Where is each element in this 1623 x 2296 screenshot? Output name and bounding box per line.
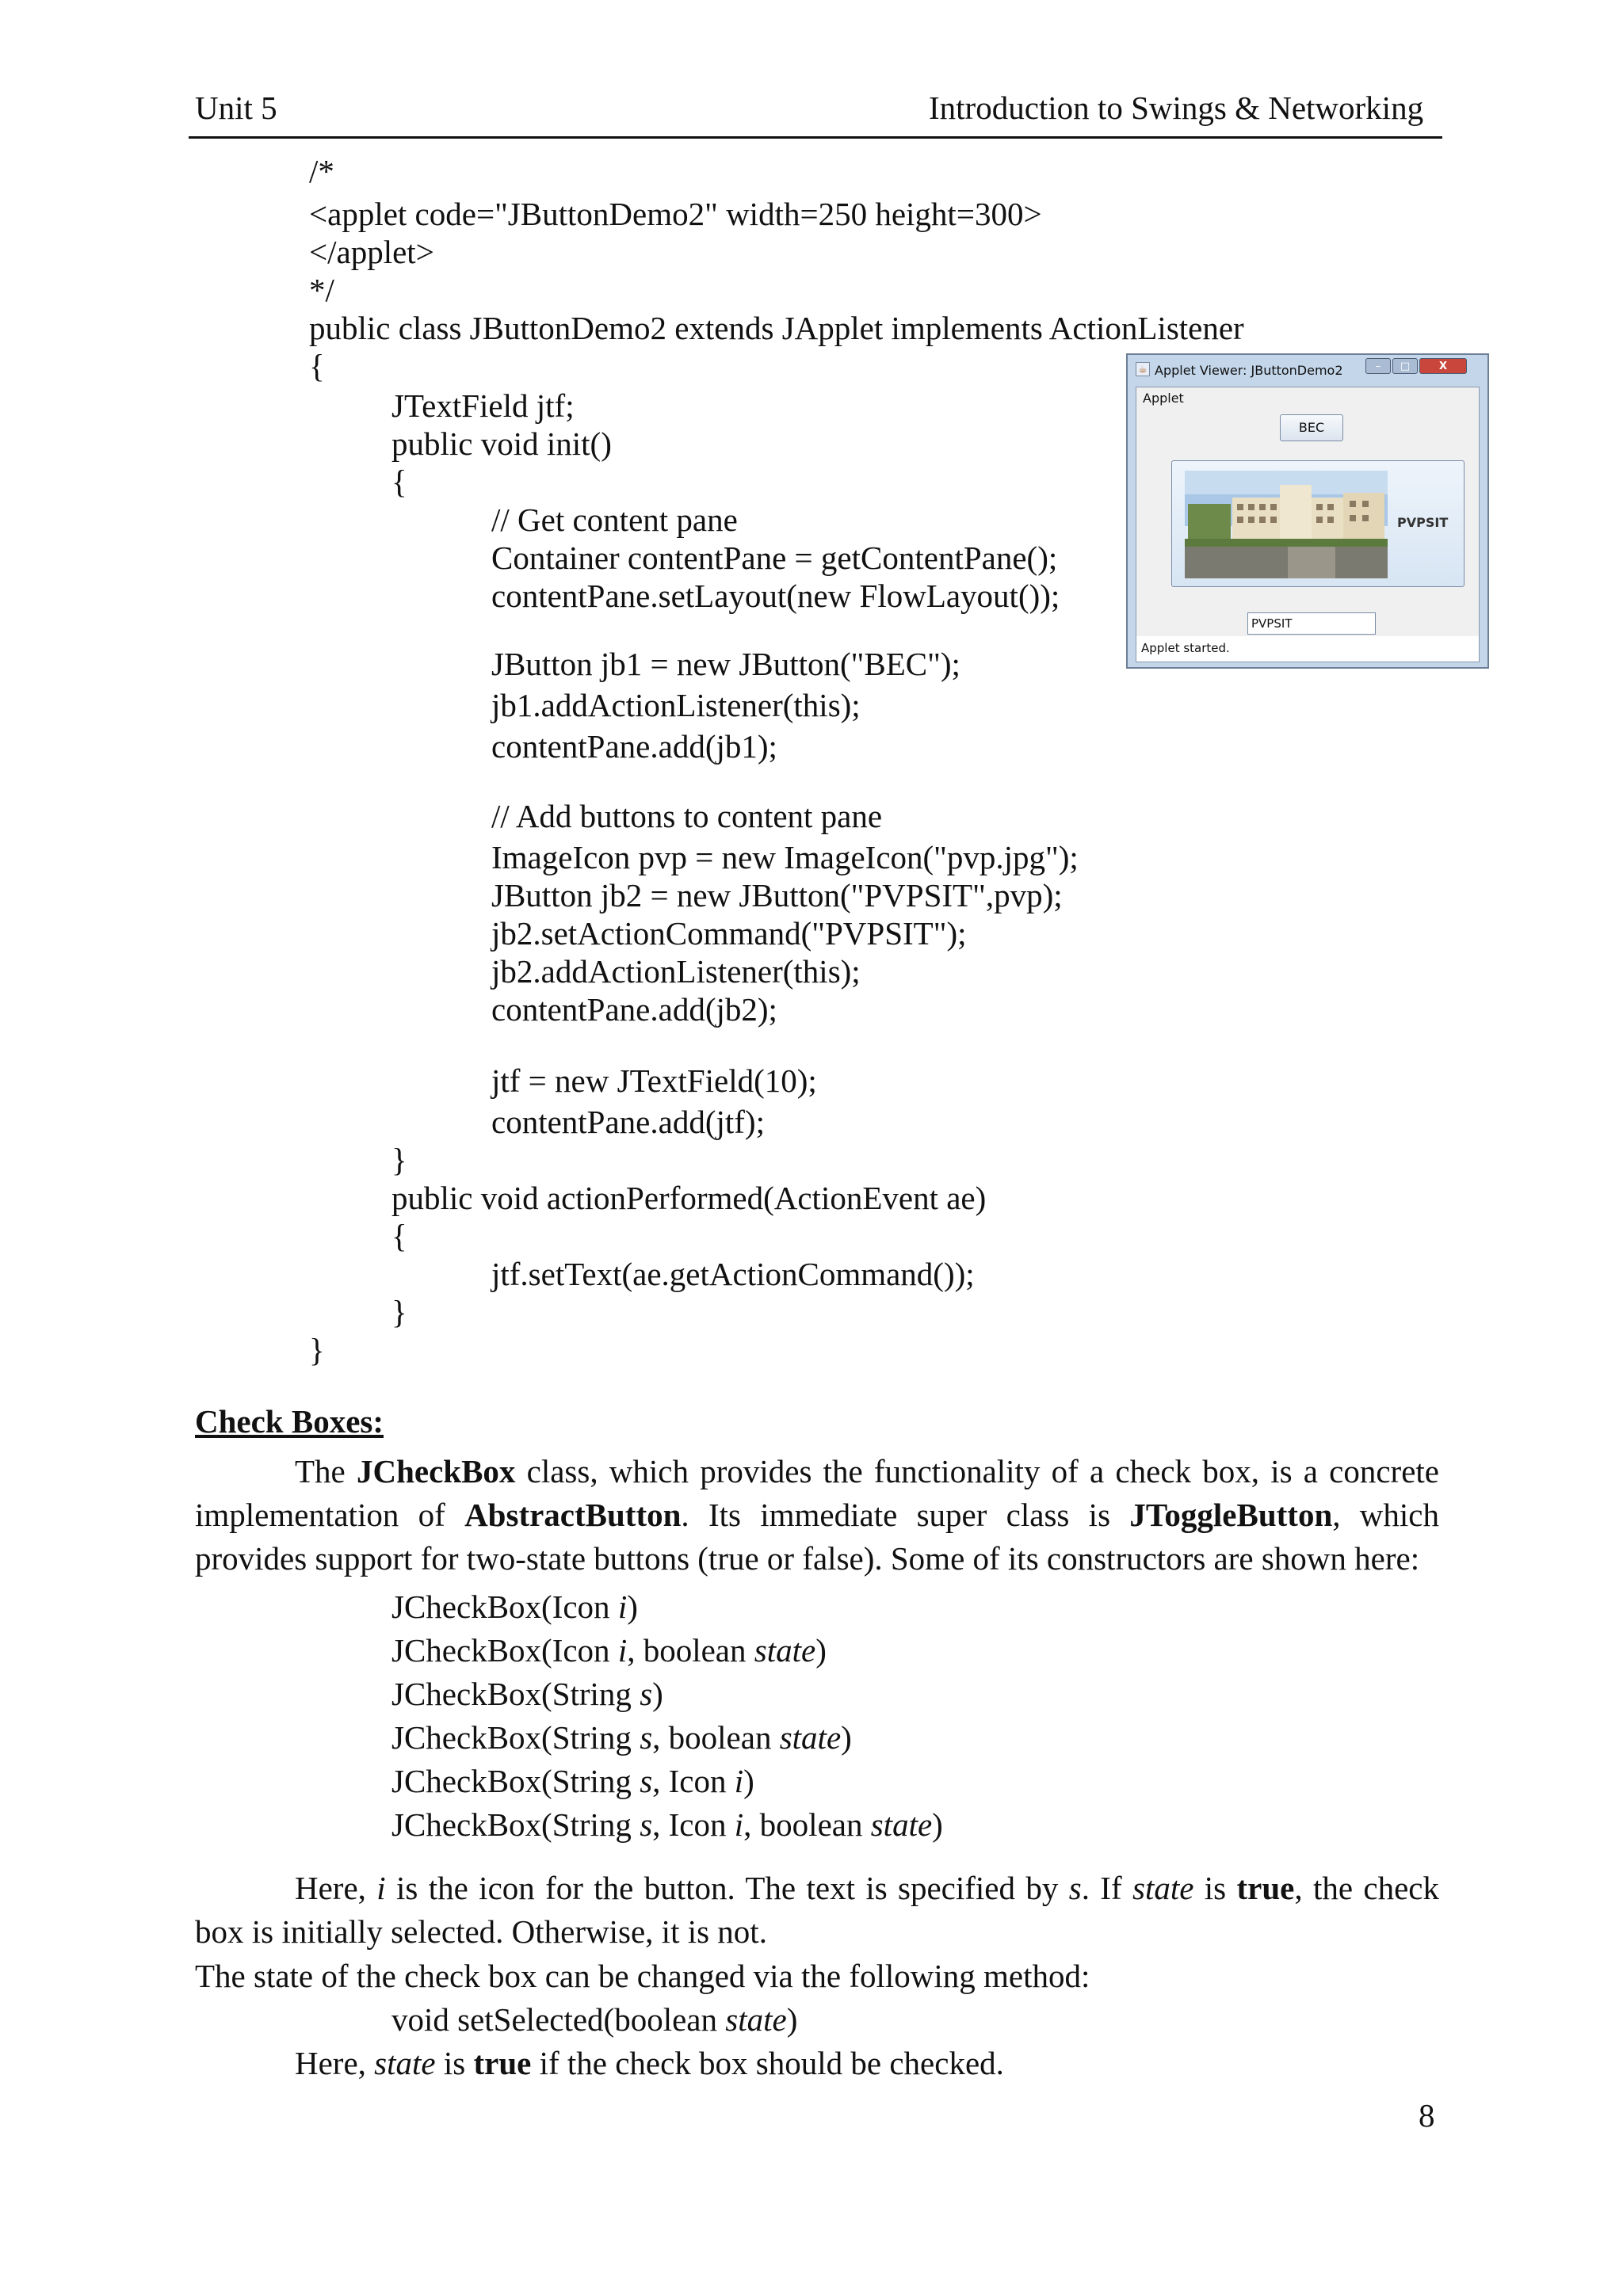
page-number: 8 bbox=[1419, 2097, 1435, 2134]
code-line: // Get content pane bbox=[491, 502, 738, 538]
code-line: } bbox=[309, 1332, 325, 1368]
maximize-button[interactable]: □ bbox=[1392, 358, 1418, 374]
code-line: jb1.addActionListener(this); bbox=[491, 687, 861, 723]
code-line: contentPane.add(jb2); bbox=[491, 991, 777, 1028]
constructor-line: JCheckBox(String s, boolean state) bbox=[391, 1719, 852, 1756]
code-line: contentPane.add(jtf); bbox=[491, 1104, 765, 1140]
code-line: <applet code="JButtonDemo2" width=250 height=300> bbox=[309, 196, 1042, 232]
section-heading: Check Boxes: bbox=[195, 1403, 384, 1440]
constructor-line: JCheckBox(Icon i) bbox=[391, 1589, 638, 1625]
applet-viewer-window bbox=[1126, 353, 1489, 669]
header-rule bbox=[189, 136, 1442, 139]
code-line: ImageIcon pvp = new ImageIcon("pvp.jpg"); bbox=[491, 839, 1079, 875]
java-icon: ☕ bbox=[1136, 362, 1150, 376]
code-line: // Add buttons to content pane bbox=[491, 798, 883, 834]
code-line: */ bbox=[309, 272, 334, 308]
header-title: Introduction to Swings & Networking bbox=[929, 90, 1424, 126]
paragraph-state-change: The state of the check box can be changed via the following method: bbox=[195, 1958, 1090, 1994]
code-line: Container contentPane = getContentPane(); bbox=[491, 540, 1058, 576]
constructor-line: JCheckBox(Icon i, boolean state) bbox=[391, 1632, 827, 1669]
code-line: /* bbox=[309, 153, 334, 189]
code-line: JTextField jtf; bbox=[391, 387, 575, 424]
college-building-image bbox=[1185, 471, 1388, 578]
bec-button[interactable]: BEC bbox=[1280, 414, 1343, 441]
code-line: jtf.setText(ae.getActionCommand()); bbox=[491, 1256, 975, 1292]
constructor-line: JCheckBox(String s, Icon i) bbox=[391, 1763, 754, 1799]
jtextfield[interactable]: PVPSIT bbox=[1247, 612, 1376, 635]
code-line: contentPane.setLayout(new FlowLayout()); bbox=[491, 578, 1060, 614]
applet-status-bar: Applet started. bbox=[1136, 636, 1479, 662]
code-line: jb2.addActionListener(this); bbox=[491, 953, 861, 990]
code-line: { bbox=[391, 463, 407, 500]
code-line: { bbox=[391, 1218, 407, 1254]
pvpsit-button-label: PVPSIT bbox=[1397, 515, 1449, 530]
code-line: } bbox=[391, 1142, 407, 1178]
constructor-line: JCheckBox(String s, Icon i, boolean state) bbox=[391, 1806, 943, 1843]
code-line: jtf = new JTextField(10); bbox=[491, 1062, 817, 1099]
paragraph-here-i: Here, i is the icon for the button. The text is specified by s. If state is true, the check box is initially selected. Otherwise, it is not. bbox=[195, 1870, 1439, 1950]
header-unit: Unit 5 bbox=[195, 90, 277, 126]
code-line: public class JButtonDemo2 extends JApplet implements ActionListener bbox=[309, 310, 1244, 346]
constructor-line: JCheckBox(String s) bbox=[391, 1676, 663, 1712]
applet-menu[interactable]: Applet bbox=[1143, 391, 1184, 406]
paragraph-intro: The JCheckBox class, which provides the functionality of a check box, is a concrete implementation of AbstractButton. Its immediate super class is JToggleButton, which provides support for two-state buttons (true or false). Some of its constructors are shown here: bbox=[195, 1453, 1440, 1577]
window-titlebar bbox=[1128, 355, 1487, 382]
code-line: JButton jb2 = new JButton("PVPSIT",pvp); bbox=[491, 877, 1063, 913]
close-button[interactable]: X bbox=[1419, 358, 1467, 374]
code-line: JButton jb1 = new JButton("BEC"); bbox=[491, 646, 960, 682]
minimize-button[interactable]: – bbox=[1365, 358, 1391, 374]
paragraph-here-state: Here, state is true if the check box should be checked. bbox=[295, 2045, 1004, 2081]
code-line: </applet> bbox=[309, 234, 434, 270]
code-line: } bbox=[391, 1294, 407, 1330]
code-line: contentPane.add(jb1); bbox=[491, 728, 777, 765]
code-line: public void init() bbox=[391, 425, 612, 462]
pvpsit-button[interactable] bbox=[1171, 460, 1465, 587]
method-signature: void setSelected(boolean state) bbox=[391, 2001, 798, 2038]
code-line: { bbox=[309, 348, 325, 384]
code-line: public void actionPerformed(ActionEvent ae) bbox=[391, 1180, 987, 1216]
applet-client-area bbox=[1136, 387, 1480, 662]
code-line: jb2.setActionCommand("PVPSIT"); bbox=[491, 915, 967, 952]
window-title: Applet Viewer: JButtonDemo2 bbox=[1155, 363, 1343, 378]
